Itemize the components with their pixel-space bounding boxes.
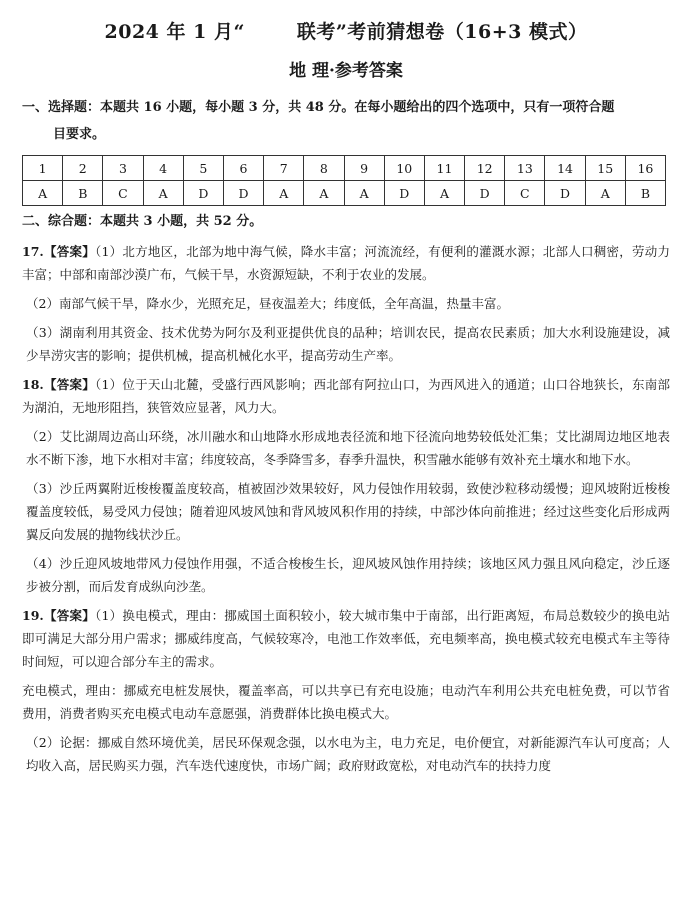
q17-part1 (22, 240, 670, 286)
q17-label: 17.【答案】 (22, 244, 95, 259)
question-number-cell: 9 (344, 156, 384, 181)
answer-table-number-row (23, 156, 666, 181)
question-number-cell: 14 (545, 156, 585, 181)
title-left: 2024 年 1 月“ (104, 21, 245, 43)
q17-part1-text: （1）北方地区，北部为地中海气候，降水丰富；河流流经，有便利的灌溉水源；北部人口稠密，劳动力丰富；中部和南部沙漠广布，气候干旱，水资源短缺，不利于农业的发展。 (22, 244, 670, 282)
q18-part2: （2）艾比湖周边高山环绕，冰川融水和山地降水形成地表径流和地下径流向地势较低处汇集；艾比湖周边地区地表水不断下渗，地下水相对丰富；纬度较高，冬季降雪多，春季升温快，积雪融水能够有效补充土壤水和地下水。 (26, 429, 670, 467)
section2-heading: 二、综合题：本题共 3 小题，共 52 分。 (22, 214, 263, 229)
answer-cell: B (63, 181, 103, 206)
q19-part1-text: （1）换电模式，理由：挪威国土面积较小，较大城市集中于南部，出行距离短，布局总数较少的换电站即可满足大部分用户需求；挪威纬度高，气候较寒冷，电池工作效率低，充电频率高，换电模式较充电模式车主等待时间短，可以迎合部分车主的需求。 (22, 608, 670, 669)
q19-part1 (22, 604, 670, 673)
question-number-cell: 7 (264, 156, 304, 181)
q18-part1-text: （1）位于天山北麓，受盛行西风影响；西北部有阿拉山口，为西风进入的通道；山口谷地狭长，东南部为湖泊，无地形阻挡，狭管效应显著，风力大。 (22, 377, 670, 415)
question-number-cell: 4 (143, 156, 183, 181)
answer-cell: C (103, 181, 143, 206)
question-number-cell: 5 (183, 156, 223, 181)
answer-cell: D (465, 181, 505, 206)
answer-cell: D (223, 181, 263, 206)
answer-cell: C (505, 181, 545, 206)
section1-heading-line2: 目要求。 (53, 127, 106, 142)
section1-heading (22, 96, 670, 147)
answer-table-answer-row (23, 181, 666, 206)
page-subtitle: 地 理·参考答案 (289, 61, 403, 81)
q18-part1 (22, 373, 670, 419)
question-number-cell: 2 (63, 156, 103, 181)
question-number-cell: 16 (625, 156, 665, 181)
page-title (22, 0, 670, 47)
answer-cell: A (304, 181, 344, 206)
answer-cell: D (384, 181, 424, 206)
answer-cell: D (545, 181, 585, 206)
answer-cell: D (183, 181, 223, 206)
question-number-cell: 1 (23, 156, 63, 181)
question-number-cell: 10 (384, 156, 424, 181)
answer-cell: A (23, 181, 63, 206)
q18-part4: （4）沙丘迎风坡地带风力侵蚀作用强，不适合梭梭生长，迎风坡风蚀作用持续；该地区风力强且风向稳定，沙丘逐步被分割，而后发育成纵向沙垄。 (26, 556, 670, 594)
q19-part2: （2）论据：挪威自然环境优美，居民环保观念强，以水电为主，电力充足，电价便宜，对新能源汽车认可度高；人均收入高，居民购买力强，汽车迭代速度快，市场广阔；政府财政宽松，对电动汽车的扶持力度 (26, 735, 670, 773)
answer-cell: A (143, 181, 183, 206)
answer-table (22, 155, 666, 206)
answer-cell: A (585, 181, 625, 206)
answer-cell: A (424, 181, 464, 206)
answer-cell: A (264, 181, 304, 206)
q17-part3: （3）湖南利用其资金、技术优势为阿尔及利亚提供优良的品种；培训农民，提高农民素质；加大水利设施建设，减少旱涝灾害的影响；提供机械，提高机械化水平，提高劳动生产率。 (26, 325, 670, 363)
question-number-cell: 8 (304, 156, 344, 181)
q19-part1b: 充电模式，理由：挪威充电桩发展快，覆盖率高，可以共享已有充电设施；电动汽车利用公共充电桩免费，可以节省费用，消费者购买充电模式电动车意愿强，消费群体比换电模式大。 (22, 683, 670, 721)
question-number-cell: 11 (424, 156, 464, 181)
q18-part3: （3）沙丘两翼附近梭梭覆盖度较高，植被固沙效果较好，风力侵蚀作用较弱，致使沙粒移动缓慢；迎风坡附近梭梭覆盖度较低，易受风力侵蚀；随着迎风坡风蚀和背风坡风积作用的持续，中部沙体向前推进；经过这些变化后形成两翼反向发展的抛物线状沙丘。 (26, 481, 670, 542)
question-number-cell: 12 (465, 156, 505, 181)
question-number-cell: 3 (103, 156, 143, 181)
q19-label: 19.【答案】 (22, 608, 95, 623)
section1-heading-line1: 一、选择题：本题共 16 小题，每小题 3 分，共 48 分。在每小题给出的四个选项中，只有一项符合题 (22, 100, 615, 115)
question-number-cell: 15 (585, 156, 625, 181)
answer-cell: B (625, 181, 665, 206)
question-number-cell: 6 (223, 156, 263, 181)
title-right: 联考”考前猜想卷（16+3 模式） (296, 21, 588, 43)
question-number-cell: 13 (505, 156, 545, 181)
answer-cell: A (344, 181, 384, 206)
q17-part2: （2）南部气候干旱，降水少，光照充足，昼夜温差大；纬度低，全年高温，热量丰富。 (26, 296, 509, 311)
q18-label: 18.【答案】 (22, 377, 95, 392)
